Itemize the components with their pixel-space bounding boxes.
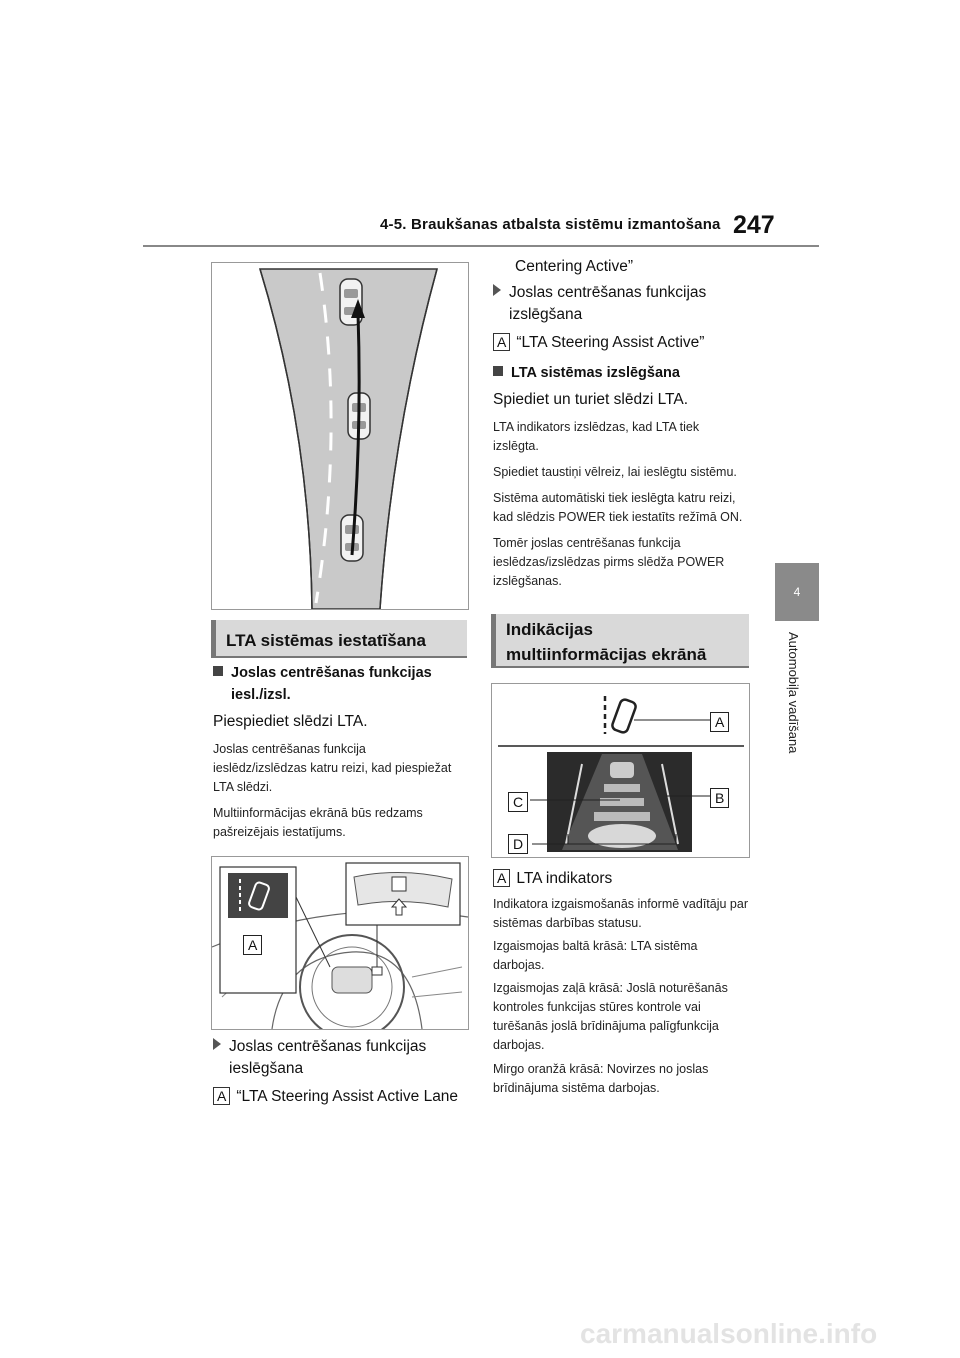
- note-lane-centering-toggle: Joslas centrēšanas funkcija ieslēdz/izslēdzas katru reizi, kad piespiežat LTA slēdzi.: [213, 742, 452, 794]
- indicator-note-orange: Mirgo oranžā krāsā: Novirzes no joslas brīdinājuma sistēma darbojas.: [493, 1062, 709, 1095]
- header-rule: [143, 245, 819, 247]
- display-message-1: A “LTA Steering Assist Active Lane: [213, 1086, 483, 1108]
- square-bullet-icon: [213, 666, 223, 676]
- subheading-lane-centering-onoff: Joslas centrēšanas funkcijas iesl./izsl.: [213, 662, 473, 706]
- display-message-2: A “LTA Steering Assist Active”: [493, 332, 704, 354]
- section-heading-display: Indikācijas multiinformācijas ekrānā: [491, 614, 749, 668]
- instruction-press-lta: Piespiediet slēdzi LTA.: [213, 713, 368, 730]
- triangle-bullet-icon: [213, 1038, 221, 1050]
- lta-switch-figure: [211, 856, 469, 1030]
- square-bullet-icon: [493, 366, 503, 376]
- lane-centering-figure: [211, 262, 469, 610]
- indicator-note-green: Izgaismojas zaļā krāsā: Joslā noturēšanās kontroles funkcijas stūres kontrole vai turēšanās joslā brīdinājuma palīgfunkcija darbojas.: [493, 981, 728, 1052]
- display-message-1-continued: Centering Active”: [515, 258, 634, 275]
- section-heading-lta-settings: LTA sistēmas iestatīšana: [211, 620, 467, 658]
- display-illustration: [492, 684, 749, 857]
- note-current-setting: Multiinformācijas ekrānā būs redzams pašreizējais iestatījums.: [213, 806, 423, 839]
- page-number: 247: [733, 211, 775, 239]
- figure-label-a: A: [710, 712, 729, 732]
- figure-label-c: C: [508, 792, 528, 812]
- bullet-lane-centering-off: Joslas centrēšanas funkcijas izslēgšana: [493, 282, 753, 326]
- label-a: A: [493, 333, 510, 351]
- indicator-note-status: Indikatora izgaismošanās informē vadītāju par sistēmas darbības statusu.: [493, 897, 748, 930]
- chapter-tab-title: Automobiļa vadīšana: [786, 632, 801, 754]
- multi-info-display-figure: [491, 683, 750, 858]
- figure-label-b: B: [710, 788, 729, 808]
- triangle-bullet-icon: [493, 284, 501, 296]
- subheading-lta-off: LTA sistēmas izslēgšana: [493, 362, 680, 384]
- figure-label-d: D: [508, 834, 528, 854]
- running-header-title: 4-5. Braukšanas atbalsta sistēmu izmantošana: [380, 216, 721, 233]
- bullet-lane-centering-on: Joslas centrēšanas funkcijas ieslēgšana: [213, 1036, 473, 1080]
- note-power-switch: Tomēr joslas centrēšanas funkcija ieslēdzas/izslēdzas pirms slēdža POWER izslēgšanas.: [493, 536, 725, 588]
- label-a: A: [213, 1087, 230, 1105]
- note-auto-on: Sistēma automātiski tiek ieslēgta katru reizi, kad slēdzis POWER tiek iestatīts režīmā ON.: [493, 491, 743, 524]
- indicator-title: A LTA indikators: [493, 868, 612, 890]
- indicator-note-white: Izgaismojas baltā krāsā: LTA sistēma darbojas.: [493, 939, 698, 972]
- instruction-hold-lta: Spiediet un turiet slēdzi LTA.: [493, 391, 688, 408]
- note-press-again: Spiediet taustiņi vēlreiz, lai ieslēgtu sistēmu.: [493, 465, 737, 479]
- label-a: A: [493, 869, 510, 887]
- note-lta-indicator-off: LTA indikators izslēdzas, kad LTA tiek izslēgta.: [493, 420, 700, 453]
- chapter-tab: 4: [775, 563, 819, 621]
- figure-label-a: A: [243, 935, 262, 955]
- lane-road-illustration: [212, 263, 468, 609]
- watermark: carmanualsonline.info: [580, 1318, 878, 1349]
